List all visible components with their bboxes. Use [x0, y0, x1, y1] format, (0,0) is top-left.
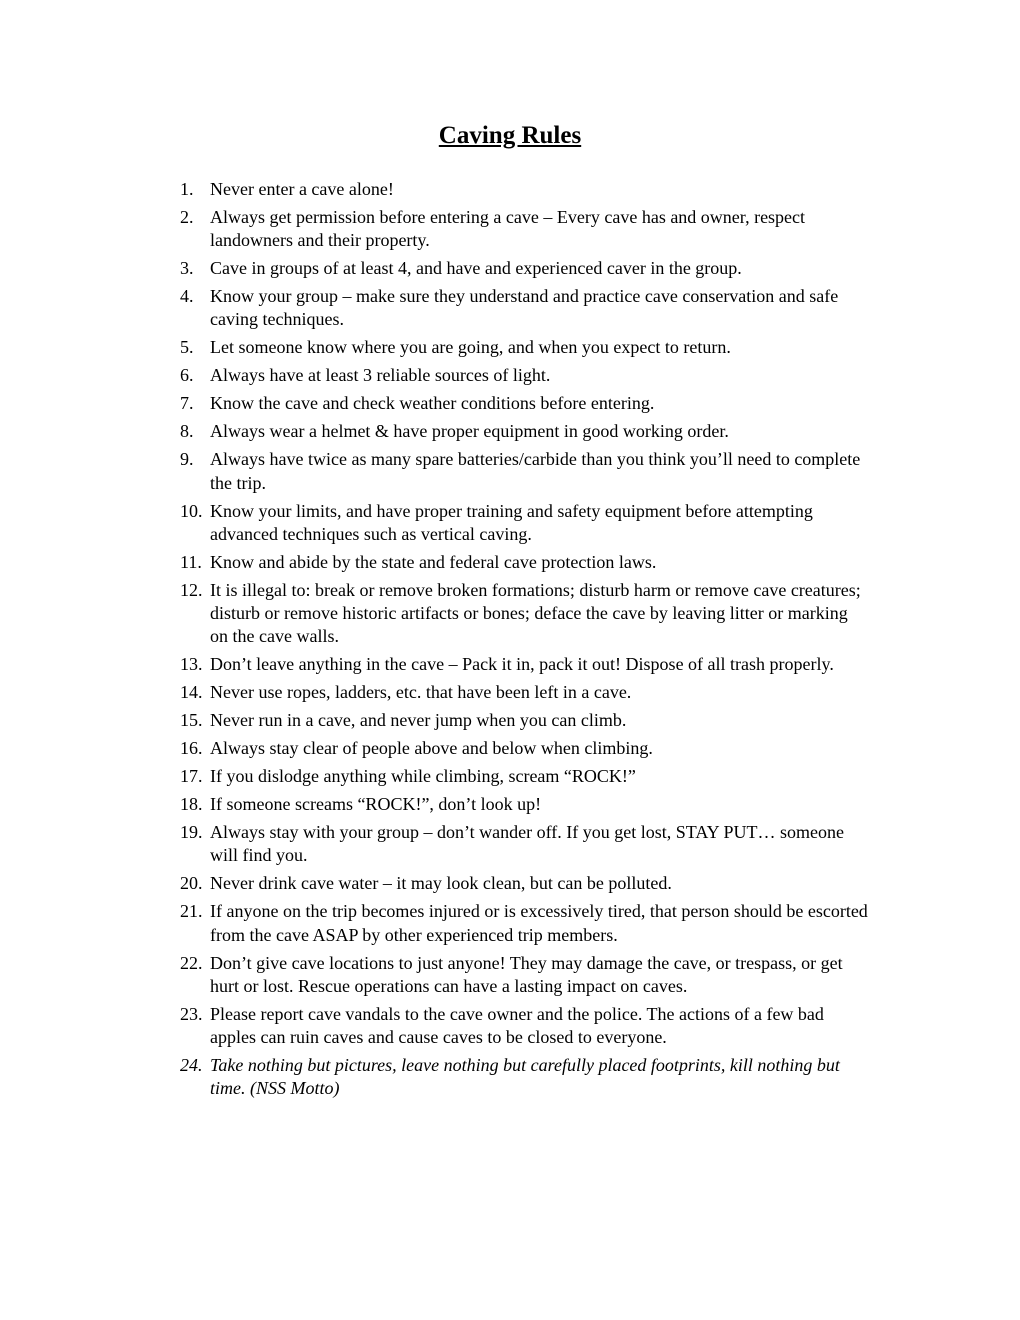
list-item	[180, 653, 870, 676]
rule-number: 5.	[180, 337, 194, 358]
rule-number: 7.	[180, 393, 194, 414]
list-item	[180, 765, 870, 788]
rule-text: If someone screams “ROCK!”, don’t look up!	[210, 794, 542, 815]
rule-number: 20.	[180, 873, 203, 894]
rule-text: Let someone know where you are going, and when you expect to return.	[210, 337, 731, 358]
list-item	[180, 872, 870, 895]
rule-number: 3.	[180, 258, 194, 279]
list-item	[180, 448, 870, 494]
rule-number: 8.	[180, 421, 194, 442]
list-item	[180, 257, 870, 280]
rule-text: Always have at least 3 reliable sources of light.	[210, 365, 551, 386]
list-item	[180, 900, 870, 946]
rule-text: It is illegal to: break or remove broken formations; disturb harm or remove cave creatures; disturb or remove historic artifacts or bones; deface the cave by leaving litter or marking on the cave walls.	[210, 579, 861, 647]
rule-number: 10.	[180, 500, 203, 521]
rule-number: 2.	[180, 207, 194, 227]
rule-text: Don’t leave anything in the cave – Pack it in, pack it out! Dispose of all trash properly.	[210, 654, 834, 675]
rule-number: 22.	[180, 952, 203, 973]
list-item	[180, 579, 870, 649]
rules-list	[180, 178, 870, 1105]
list-item	[180, 336, 870, 359]
rule-text: If anyone on the trip becomes injured or is excessively tired, that person should be escorted from the cave ASAP by other experienced trip members.	[210, 901, 868, 945]
rule-text: Know the cave and check weather conditions before entering.	[210, 393, 655, 414]
list-item	[180, 178, 870, 201]
rule-text: Please report cave vandals to the cave owner and the police. The actions of a few bad apples can ruin caves and cause caves to be closed to everyone.	[210, 1003, 824, 1048]
rule-text: Always get permission before entering a cave – Every cave has and owner, respect landowners and their property.	[210, 207, 806, 251]
list-item	[180, 392, 870, 415]
page-title: Caving Rules	[438, 122, 582, 149]
rule-text: Never drink cave water – it may look clean, but can be polluted.	[210, 873, 672, 894]
rule-number: 17.	[180, 766, 203, 787]
rule-text: Always stay with your group – don’t wander off. If you get lost, STAY PUT… someone will find you.	[210, 822, 844, 866]
rule-number: 9.	[180, 449, 194, 470]
list-item	[180, 364, 870, 387]
list-item	[180, 821, 870, 867]
rule-number: 11.	[180, 551, 202, 572]
rule-text: Always have twice as many spare batteries/carbide than you think you’ll need to complete the trip.	[210, 449, 861, 493]
rule-text: Always stay clear of people above and below when climbing.	[210, 738, 653, 759]
list-item	[180, 709, 870, 732]
rule-text: Never run in a cave, and never jump when you can climb.	[210, 710, 627, 731]
list-item	[180, 681, 870, 704]
rule-number: 13.	[180, 654, 203, 675]
list-item	[180, 206, 870, 252]
rule-number: 6.	[180, 365, 194, 386]
rule-text: Always wear a helmet & have proper equipment in good working order.	[210, 421, 729, 442]
rule-text: If you dislodge anything while climbing, scream “ROCK!”	[210, 766, 636, 787]
list-item	[180, 285, 870, 331]
rule-number: 18.	[180, 794, 203, 815]
list-item	[180, 737, 870, 760]
rule-number: 23.	[180, 1003, 203, 1024]
rule-text: Don’t give cave locations to just anyone! They may damage the cave, or trespass, or get hurt or lost. Rescue operations can have a lasting impact on caves.	[210, 952, 843, 996]
list-item	[180, 1003, 870, 1049]
rule-number: 15.	[180, 710, 203, 731]
list-item	[180, 500, 870, 546]
rule-text: Never use ropes, ladders, etc. that have been left in a cave.	[210, 682, 632, 703]
rule-number: 1.	[180, 179, 194, 199]
rule-text: Cave in groups of at least 4, and have and experienced caver in the group.	[210, 258, 742, 279]
list-item	[180, 420, 870, 443]
list-item	[180, 551, 870, 574]
rule-text: Know and abide by the state and federal cave protection laws.	[210, 551, 657, 572]
rule-number: 24.	[180, 1055, 203, 1076]
rule-number: 16.	[180, 738, 203, 759]
rule-number: 14.	[180, 682, 203, 703]
rule-number: 4.	[180, 286, 194, 307]
rule-text: Know your limits, and have proper training and safety equipment before attempting advanced techniques such as vertical caving.	[210, 500, 813, 544]
rule-text: Take nothing but pictures, leave nothing but carefully placed footprints, kill nothing but time. (NSS Motto)	[210, 1055, 840, 1099]
rule-text: Never enter a cave alone!	[210, 179, 394, 199]
rule-number: 12.	[180, 579, 203, 600]
rule-text: Know your group – make sure they understand and practice cave conservation and safe caving techniques.	[210, 286, 839, 330]
list-item	[180, 793, 870, 816]
rule-number: 21.	[180, 901, 203, 922]
list-item	[180, 952, 870, 998]
list-item	[180, 1054, 870, 1100]
rule-number: 19.	[180, 822, 203, 843]
